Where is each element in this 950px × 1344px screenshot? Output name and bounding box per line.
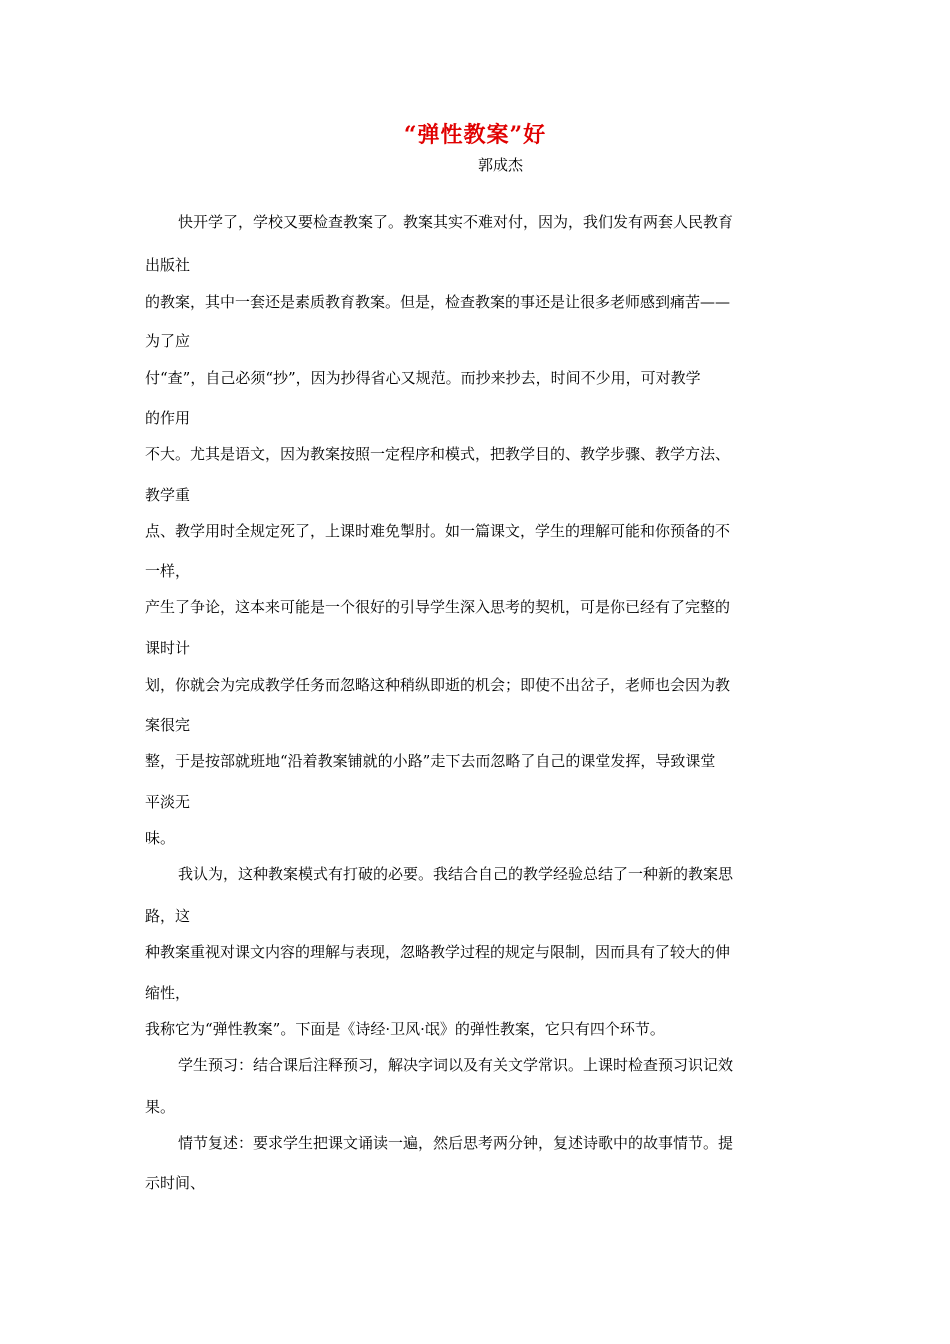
body-line: 学生预习：结合课后注释预习，解决字词以及有关文学常识。上课时检查预习识记效 — [178, 1056, 734, 1074]
body-line: 平淡无 — [145, 793, 191, 811]
body-line: 出版社 — [145, 256, 191, 274]
body-line: 教学重 — [145, 486, 191, 504]
body-line: 整，于是按部就班地“沿着教案铺就的小路”走下去而忽略了自己的课堂发挥，导致课堂 — [145, 752, 716, 770]
body-line: 不大。尤其是语文，因为教案按照一定程序和模式，把教学目的、教学步骤、教学方法、 — [145, 445, 731, 463]
body-line: 产生了争论，这本来可能是一个很好的引导学生深入思考的契机，可是你已经有了完整的 — [145, 598, 731, 616]
body-line: 付“查”，自己必须“抄”，因为抄得省心又规范。而抄来抄去，时间不少用，可对教学 — [145, 369, 701, 387]
body-line: 路，这 — [145, 907, 191, 925]
body-line: 味。 — [145, 829, 176, 847]
body-line: 情节复述：要求学生把课文诵读一遍，然后思考两分钟，复述诗歌中的故事情节。提 — [178, 1134, 734, 1152]
body-line: 种教案重视对课文内容的理解与表现，忽略教学过程的规定与限制，因而具有了较大的伸 — [145, 943, 731, 961]
body-line: 的教案，其中一套还是素质教育教案。但是，检查教案的事还是让很多老师感到痛苦—— — [145, 293, 731, 311]
body-line: 果。 — [145, 1098, 176, 1116]
body-line: 缩性， — [145, 984, 191, 1002]
body-line: 案很完 — [145, 716, 191, 734]
body-line: 我称它为“弹性教案”。下面是《诗经·卫风·氓》的弹性教案，它只有四个环节。 — [145, 1020, 665, 1038]
body-line: 划，你就会为完成教学任务而忽略这种稍纵即逝的机会；即使不出岔子，老师也会因为教 — [145, 676, 731, 694]
body-line: 一样， — [145, 562, 191, 580]
author-name: 郭成杰 — [478, 156, 524, 174]
document-title: “弹性教案”好 — [403, 122, 547, 148]
body-line: 快开学了，学校又要检查教案了。教案其实不难对付，因为，我们发有两套人民教育 — [178, 213, 734, 231]
body-line: 课时计 — [145, 639, 191, 657]
body-line: 示时间、 — [145, 1174, 206, 1192]
body-line: 为了应 — [145, 332, 191, 350]
body-line: 点、教学用时全规定死了，上课时难免掣肘。如一篇课文，学生的理解可能和你预备的不 — [145, 522, 731, 540]
body-line: 的作用 — [145, 409, 191, 427]
body-line: 我认为，这种教案模式有打破的必要。我结合自己的教学经验总结了一种新的教案思 — [178, 865, 734, 883]
